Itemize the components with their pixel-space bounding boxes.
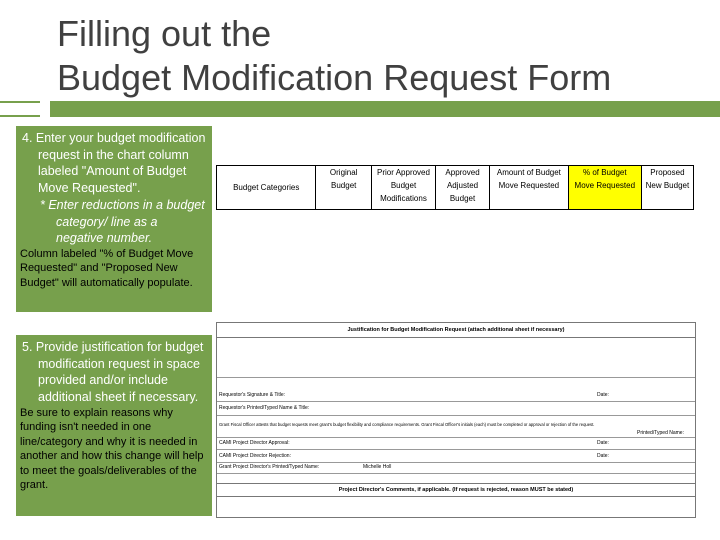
director-rejection-label: CAMI Project Director Rejection: bbox=[219, 453, 291, 459]
grant-fiscal-statement: Grant Fiscal Officer attests that budget requests meet grant's budget flexibility and compliance requirements. Grant Fiscal Officer's initials (each) must be completed or approval or rejection of the request. bbox=[219, 422, 595, 427]
grant-project-director-label: Grant Project Director's Printed/Typed Name: bbox=[219, 464, 320, 470]
header-approved-l1: Approved bbox=[445, 168, 480, 177]
header-approved-l3: Budget bbox=[449, 194, 476, 203]
header-original-budget bbox=[316, 166, 371, 210]
form-divider bbox=[217, 437, 695, 438]
title-line-1: Filling out the bbox=[57, 13, 272, 54]
header-percent-l2: Move Requested bbox=[574, 181, 636, 190]
header-prior-l2: Budget bbox=[390, 181, 417, 190]
justification-header: Justification for Budget Modification Request (attach additional sheet if necessary) bbox=[217, 323, 695, 338]
header-proposed-budget bbox=[641, 166, 693, 210]
header-proposed-l1: Proposed bbox=[650, 168, 685, 177]
header-original-l1: Original bbox=[329, 168, 358, 177]
step-5-note: Be sure to explain reasons why funding isn't needed in one line/category and why it is needed in another and how this change will help to meet the goals/deliverables of the grant. bbox=[20, 406, 204, 492]
date-label-1: Date: bbox=[597, 392, 609, 398]
step-4-bullet: * Enter reductions in a budget category/ line as a negative number. bbox=[40, 197, 205, 246]
header-prior-l3: Modifications bbox=[380, 194, 427, 203]
budget-table-header-row bbox=[217, 166, 694, 210]
step-4-note: Column labeled "% of Budget Move Requested" and "Proposed New Budget" will automatically populate. bbox=[20, 247, 194, 289]
header-original-l2: Budget bbox=[331, 181, 357, 190]
requestor-name-label: Requestor's Printed/Typed Name & Title: bbox=[219, 405, 310, 411]
form-divider bbox=[217, 401, 695, 402]
header-budget-categories: Budget Categories bbox=[217, 166, 316, 210]
header-amount-l1: Amount of Budget bbox=[496, 168, 561, 177]
date-label-3: Date: bbox=[597, 453, 609, 459]
step-5-text: 5. Provide justification for budget modification request in space provided and/or include additional sheet if necessary. bbox=[22, 340, 204, 405]
header-amount-move bbox=[490, 166, 569, 210]
printed-name-label: Printed/Typed Name: bbox=[637, 430, 684, 436]
header-percent-move bbox=[568, 166, 641, 210]
signer-name: Michelle Holl bbox=[363, 464, 392, 470]
form-divider bbox=[217, 415, 695, 416]
header-percent-l1: % of Budget bbox=[582, 168, 627, 177]
slide-title bbox=[57, 12, 707, 100]
form-divider bbox=[217, 449, 695, 450]
header-amount-l2: Move Requested bbox=[498, 181, 560, 190]
date-label-2: Date: bbox=[597, 440, 609, 446]
header-prior-approved bbox=[371, 166, 435, 210]
header-proposed-l2: New Budget bbox=[645, 181, 690, 190]
budget-table bbox=[216, 165, 694, 210]
justification-form bbox=[216, 322, 696, 518]
form-divider bbox=[217, 462, 695, 463]
accent-bar bbox=[50, 101, 720, 117]
form-divider bbox=[217, 473, 695, 474]
form-divider bbox=[217, 377, 695, 378]
accent-bar-left bbox=[0, 101, 40, 117]
header-prior-l1: Prior Approved bbox=[377, 168, 430, 177]
header-approved-l2: Adjusted bbox=[446, 181, 479, 190]
instruction-box-step-5 bbox=[16, 335, 212, 516]
header-approved-adjusted bbox=[436, 166, 490, 210]
requestor-signature-label: Requestor's Signature & Title: bbox=[219, 392, 285, 398]
director-approval-label: CAMI Project Director Approval: bbox=[219, 440, 290, 446]
step-4-text: 4. Enter your budget modification request in the chart column labeled "Amount of Budget Move Requested". bbox=[22, 131, 206, 196]
title-line-2: Budget Modification Request Form bbox=[57, 57, 612, 98]
project-director-comments: Project Director's Comments, if applicable. (If request is rejected, reason MUST be stated) bbox=[217, 483, 695, 497]
instruction-box-step-4 bbox=[16, 126, 212, 312]
